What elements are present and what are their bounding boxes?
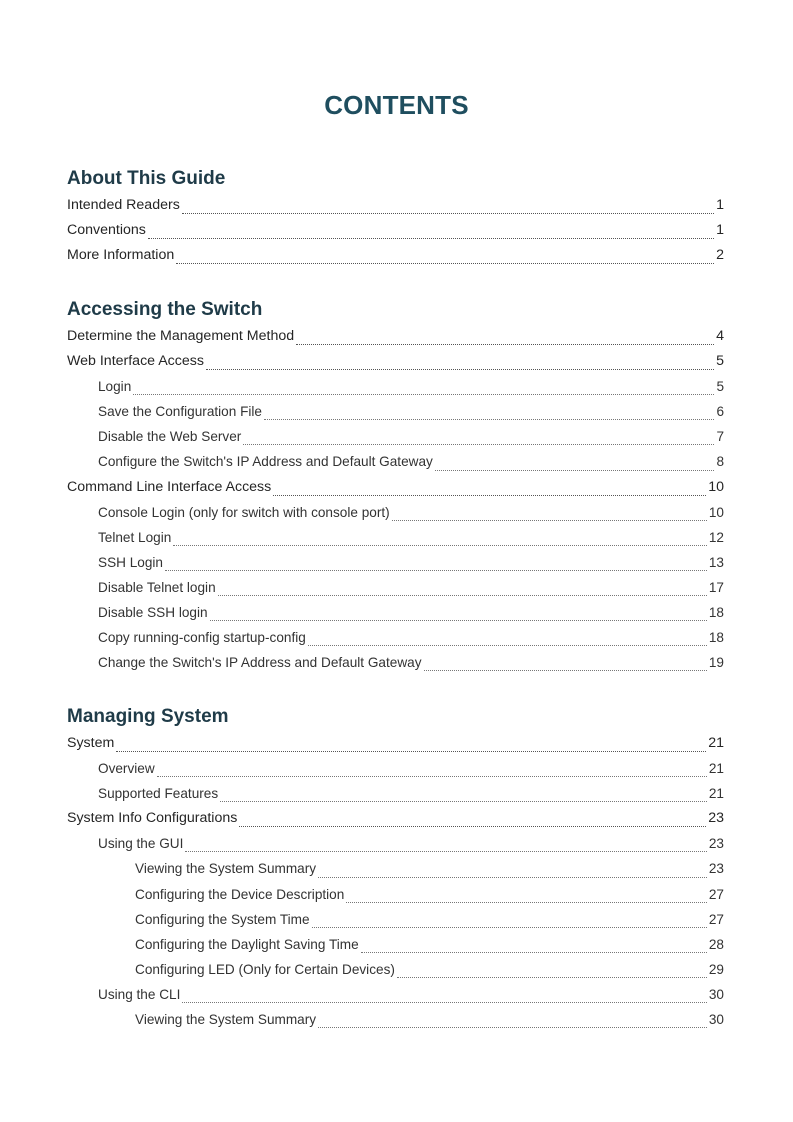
toc-entry-page-number: 2	[716, 247, 724, 264]
toc-entry-page-number: 12	[708, 529, 724, 545]
toc-entry[interactable]	[67, 982, 724, 1007]
toc-entry-page-number: 23	[708, 836, 724, 852]
toc-entry-label: Configuring the Daylight Saving Time	[135, 936, 359, 952]
toc-entry-label: System Info Configurations	[67, 810, 238, 827]
section-heading-text: About This Guide	[67, 168, 226, 189]
dot-leader	[361, 952, 707, 953]
toc-entry-page-number: 1	[716, 197, 724, 213]
dot-leader	[182, 1002, 707, 1003]
toc-entry-page-number: 21	[708, 761, 724, 777]
page-title: CONTENTS	[324, 90, 469, 120]
toc-entry-label: Using the GUI	[98, 836, 184, 852]
toc-entry-label: Supported Features	[98, 786, 219, 802]
toc-entry-page-number: 18	[708, 630, 724, 646]
toc-entry[interactable]	[67, 932, 724, 957]
toc-entry-label: Web Interface Access	[67, 353, 204, 370]
toc-entry-page-number: 27	[708, 911, 724, 927]
dot-leader	[182, 213, 714, 214]
toc-entry[interactable]	[67, 600, 724, 625]
toc-entry[interactable]	[67, 806, 724, 831]
dot-leader	[392, 520, 707, 521]
dot-leader	[220, 801, 707, 802]
toc-entry-page-number: 23	[708, 861, 724, 877]
toc-entry-label: Console Login (only for switch with console port)	[98, 504, 390, 520]
toc-entry[interactable]	[67, 831, 724, 856]
toc-entry[interactable]	[67, 424, 724, 449]
section-heading	[67, 298, 724, 322]
dot-leader	[218, 595, 707, 596]
toc-entry[interactable]	[67, 550, 724, 575]
section-heading-text: Accessing the Switch	[67, 299, 263, 320]
dot-leader	[273, 495, 706, 496]
toc-entry-label: Copy running-config startup-config	[98, 630, 306, 646]
toc-entry-page-number: 7	[716, 429, 724, 445]
toc-entry-label: Conventions	[67, 222, 146, 239]
toc-entry-page-number: 18	[708, 605, 724, 621]
toc-entry[interactable]	[67, 756, 724, 781]
dot-leader	[424, 670, 707, 671]
toc-entry-label: Viewing the System Summary	[135, 1012, 317, 1028]
dot-leader	[185, 851, 707, 852]
section-heading	[67, 705, 724, 729]
dot-leader	[243, 444, 714, 445]
dot-leader	[435, 470, 715, 471]
toc-entry-page-number: 21	[708, 735, 724, 751]
toc-entry-page-number: 5	[716, 353, 724, 370]
toc-entry-label: Determine the Management Method	[67, 328, 295, 344]
dot-leader	[397, 977, 707, 978]
toc-entry[interactable]	[67, 781, 724, 806]
toc-entry-label: Disable the Web Server	[98, 429, 242, 445]
toc-entry[interactable]	[67, 449, 724, 474]
toc-entry[interactable]	[67, 193, 724, 218]
toc-entry-page-number: 5	[716, 379, 724, 395]
dot-leader	[264, 419, 714, 420]
toc-entry-label: Command Line Interface Access	[67, 478, 272, 495]
toc-entry-label: Using the CLI	[98, 986, 181, 1002]
toc-entry[interactable]	[67, 475, 724, 500]
toc-entry-page-number: 10	[708, 478, 724, 495]
dot-leader	[165, 570, 707, 571]
toc-entry[interactable]	[67, 525, 724, 550]
toc-entry-page-number: 17	[708, 579, 724, 595]
toc-entry-page-number: 4	[716, 328, 724, 344]
toc-entry-page-number: 21	[708, 786, 724, 802]
toc-entry-page-number: 30	[708, 986, 724, 1002]
toc-entry[interactable]	[67, 625, 724, 650]
toc-entry-label: Configure the Switch's IP Address and Default Gateway	[98, 454, 433, 470]
toc-section-managing-system	[67, 705, 724, 1032]
toc-entry-label: SSH Login	[98, 554, 163, 570]
dot-leader	[173, 545, 707, 546]
toc-entry[interactable]	[67, 731, 724, 756]
toc-section-accessing-the-switch	[67, 298, 724, 675]
toc-entry-label: Telnet Login	[98, 529, 172, 545]
dot-leader	[346, 902, 707, 903]
dot-leader	[210, 620, 707, 621]
toc-entry-label: Overview	[98, 761, 155, 777]
toc-entry-page-number: 19	[708, 655, 724, 671]
toc-entry-page-number: 30	[708, 1012, 724, 1028]
toc-entry-label: System	[67, 735, 115, 751]
dot-leader	[296, 344, 714, 345]
toc-entry[interactable]	[67, 349, 724, 374]
toc-section-about-this-guide	[67, 167, 724, 268]
toc-entry-page-number: 1	[716, 222, 724, 239]
toc-entry-label: Configuring the System Time	[135, 911, 310, 927]
toc-entry[interactable]	[67, 650, 724, 675]
toc-entry-label: Save the Configuration File	[98, 404, 262, 420]
toc-entry-page-number: 28	[708, 936, 724, 952]
dot-leader	[308, 645, 707, 646]
toc-entry[interactable]	[67, 324, 724, 349]
toc-entry-label: Configuring LED (Only for Certain Devices)	[135, 961, 395, 977]
toc-entry-label: Configuring the Device Description	[135, 886, 345, 902]
toc-entry[interactable]	[67, 907, 724, 932]
dot-leader	[133, 394, 714, 395]
toc-entry[interactable]	[67, 856, 724, 881]
toc-entry[interactable]	[67, 399, 724, 424]
toc-entry[interactable]	[67, 1007, 724, 1032]
dot-leader	[157, 776, 707, 777]
toc-entry-page-number: 13	[708, 554, 724, 570]
section-heading-text: Managing System	[67, 706, 229, 727]
toc-entry[interactable]	[67, 575, 724, 600]
toc-entry-page-number: 6	[716, 404, 724, 420]
dot-leader	[148, 238, 714, 239]
toc-entry[interactable]	[67, 243, 724, 268]
dot-leader	[206, 369, 714, 370]
dot-leader	[318, 1027, 707, 1028]
toc-entry[interactable]	[67, 500, 724, 525]
dot-leader	[239, 826, 706, 827]
toc-entry-page-number: 8	[716, 454, 724, 470]
toc-entry-label: More Information	[67, 247, 175, 264]
toc-entry[interactable]	[67, 374, 724, 399]
toc-entry-label: Change the Switch's IP Address and Default Gateway	[98, 655, 422, 671]
toc-entry-label: Disable Telnet login	[98, 579, 216, 595]
toc-entry-label: Login	[98, 379, 132, 395]
section-heading	[67, 167, 724, 191]
toc-entry-page-number: 29	[708, 961, 724, 977]
toc-entry[interactable]	[67, 957, 724, 982]
dot-leader	[176, 263, 714, 264]
dot-leader	[312, 927, 707, 928]
toc-entry-page-number: 27	[708, 886, 724, 902]
toc-entry[interactable]	[67, 882, 724, 907]
dot-leader	[116, 751, 706, 752]
dot-leader	[318, 877, 707, 878]
toc-entry-page-number: 23	[708, 810, 724, 827]
toc-entry-page-number: 10	[708, 504, 724, 520]
toc-entry-label: Intended Readers	[67, 197, 180, 213]
toc-entry-label: Disable SSH login	[98, 605, 208, 621]
toc-entry[interactable]	[67, 218, 724, 243]
toc-entry-label: Viewing the System Summary	[135, 861, 317, 877]
